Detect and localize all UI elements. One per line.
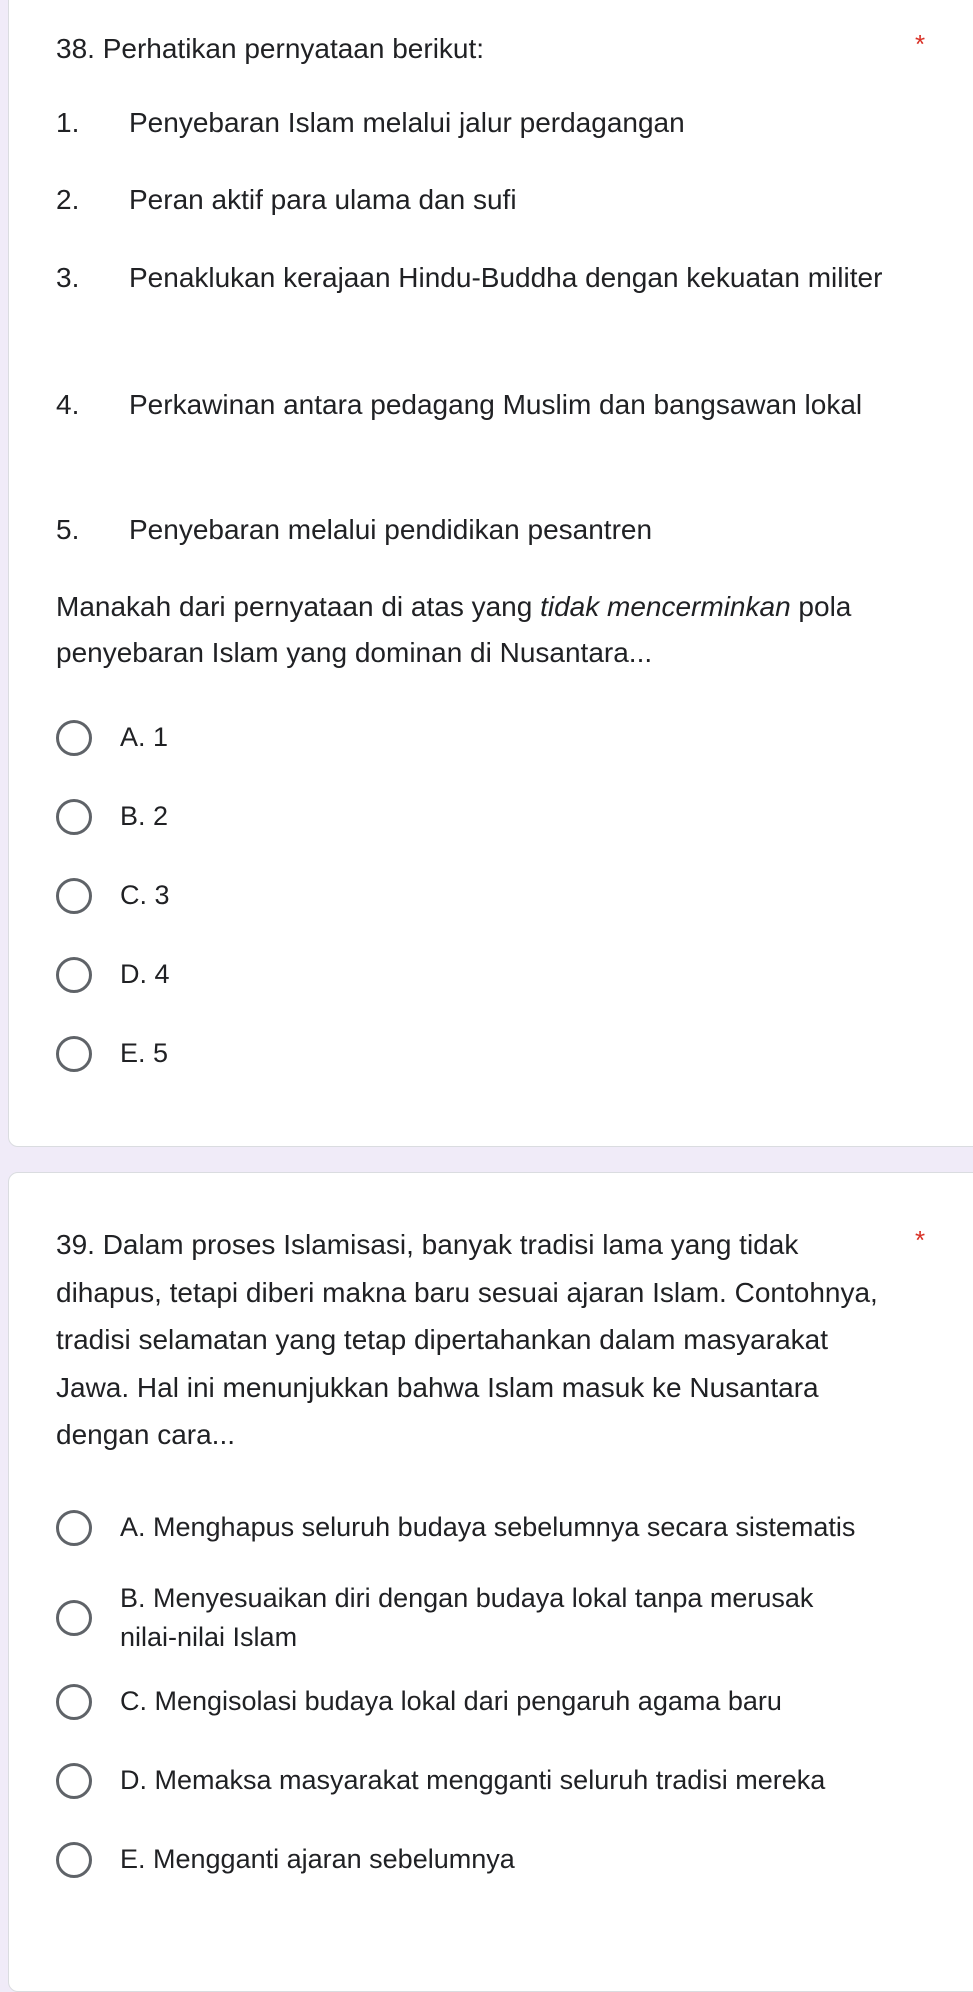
option-label: A. 1 bbox=[120, 722, 169, 752]
statement-number: 5. bbox=[56, 514, 80, 545]
statement-text: Penyebaran melalui pendidikan pesantren bbox=[129, 514, 653, 545]
statement-item bbox=[56, 506, 916, 553]
prompt-text: pola penyebaran Islam yang dominan di Nusantara... bbox=[56, 591, 852, 668]
statement-text: Peran aktif para ulama dan sufi bbox=[129, 184, 517, 215]
statement-number: 1. bbox=[56, 107, 80, 138]
statement-number: 4. bbox=[56, 389, 80, 420]
option-label: A. Menghapus seluruh budaya sebelumnya secara sistematis bbox=[120, 1512, 856, 1542]
question-title: 39. Dalam proses Islamisasi, banyak tradisi lama yang tidak dihapus, tetapi diberi makna baru sesuai ajaran Islam. Contohnya, tradisi selamatan yang tetap dipertahankan dalam masyarakat Jawa. Hal ini menunjukkan bahwa Islam masuk ke Nusantara dengan cara... bbox=[56, 1229, 878, 1450]
radio-button[interactable] bbox=[56, 799, 92, 835]
statement-number: 3. bbox=[56, 262, 80, 293]
radio-button[interactable] bbox=[56, 1510, 92, 1546]
prompt-emphasis: tidak mencerminkan bbox=[540, 591, 791, 622]
radio-button[interactable] bbox=[56, 1600, 92, 1636]
question-card-39 bbox=[8, 1172, 973, 1992]
radio-button[interactable] bbox=[56, 957, 92, 993]
option-label: C. 3 bbox=[120, 880, 170, 910]
statement-item bbox=[56, 381, 916, 428]
radio-option-e[interactable] bbox=[56, 1034, 956, 1073]
radio-button[interactable] bbox=[56, 1763, 92, 1799]
question-card-38 bbox=[8, 0, 973, 1147]
radio-option-a[interactable] bbox=[56, 1508, 956, 1547]
statement-item bbox=[56, 254, 916, 301]
required-asterisk: * bbox=[915, 29, 926, 59]
radio-option-d[interactable] bbox=[56, 955, 956, 994]
radio-option-d[interactable] bbox=[56, 1761, 956, 1800]
statement-item bbox=[56, 176, 916, 223]
statement-text: Penaklukan kerajaan Hindu-Buddha dengan kekuatan militer bbox=[129, 262, 883, 293]
option-label: C. Mengisolasi budaya lokal dari pengaruh agama baru bbox=[120, 1686, 782, 1716]
question-prompt bbox=[56, 584, 916, 676]
option-label: B. 2 bbox=[120, 801, 169, 831]
radio-button[interactable] bbox=[56, 1842, 92, 1878]
radio-button[interactable] bbox=[56, 878, 92, 914]
statement-number: 2. bbox=[56, 184, 80, 215]
radio-option-b[interactable] bbox=[56, 1579, 856, 1657]
radio-option-c[interactable] bbox=[56, 1682, 956, 1721]
radio-button[interactable] bbox=[56, 1684, 92, 1720]
radio-option-e[interactable] bbox=[56, 1840, 956, 1879]
statement-text: Perkawinan antara pedagang Muslim dan bangsawan lokal bbox=[129, 389, 863, 420]
statement-item bbox=[56, 99, 916, 146]
radio-option-c[interactable] bbox=[56, 876, 956, 915]
radio-button[interactable] bbox=[56, 1036, 92, 1072]
radio-option-a[interactable] bbox=[56, 718, 956, 757]
option-label: D. 4 bbox=[120, 959, 170, 989]
required-asterisk: * bbox=[915, 1225, 926, 1255]
radio-option-b[interactable] bbox=[56, 797, 956, 836]
statement-text: Penyebaran Islam melalui jalur perdagangan bbox=[129, 107, 685, 138]
prompt-text: Manakah dari pernyataan di atas yang bbox=[56, 591, 541, 622]
question-title: 38. Perhatikan pernyataan berikut: bbox=[56, 33, 485, 64]
radio-button[interactable] bbox=[56, 720, 92, 756]
option-label: E. 5 bbox=[120, 1038, 169, 1068]
option-label: B. Menyesuaikan diri dengan budaya lokal tanpa merusak nilai-nilai Islam bbox=[120, 1583, 814, 1652]
option-label: D. Memaksa masyarakat mengganti seluruh tradisi mereka bbox=[120, 1765, 826, 1795]
option-label: E. Mengganti ajaran sebelumnya bbox=[120, 1844, 515, 1874]
